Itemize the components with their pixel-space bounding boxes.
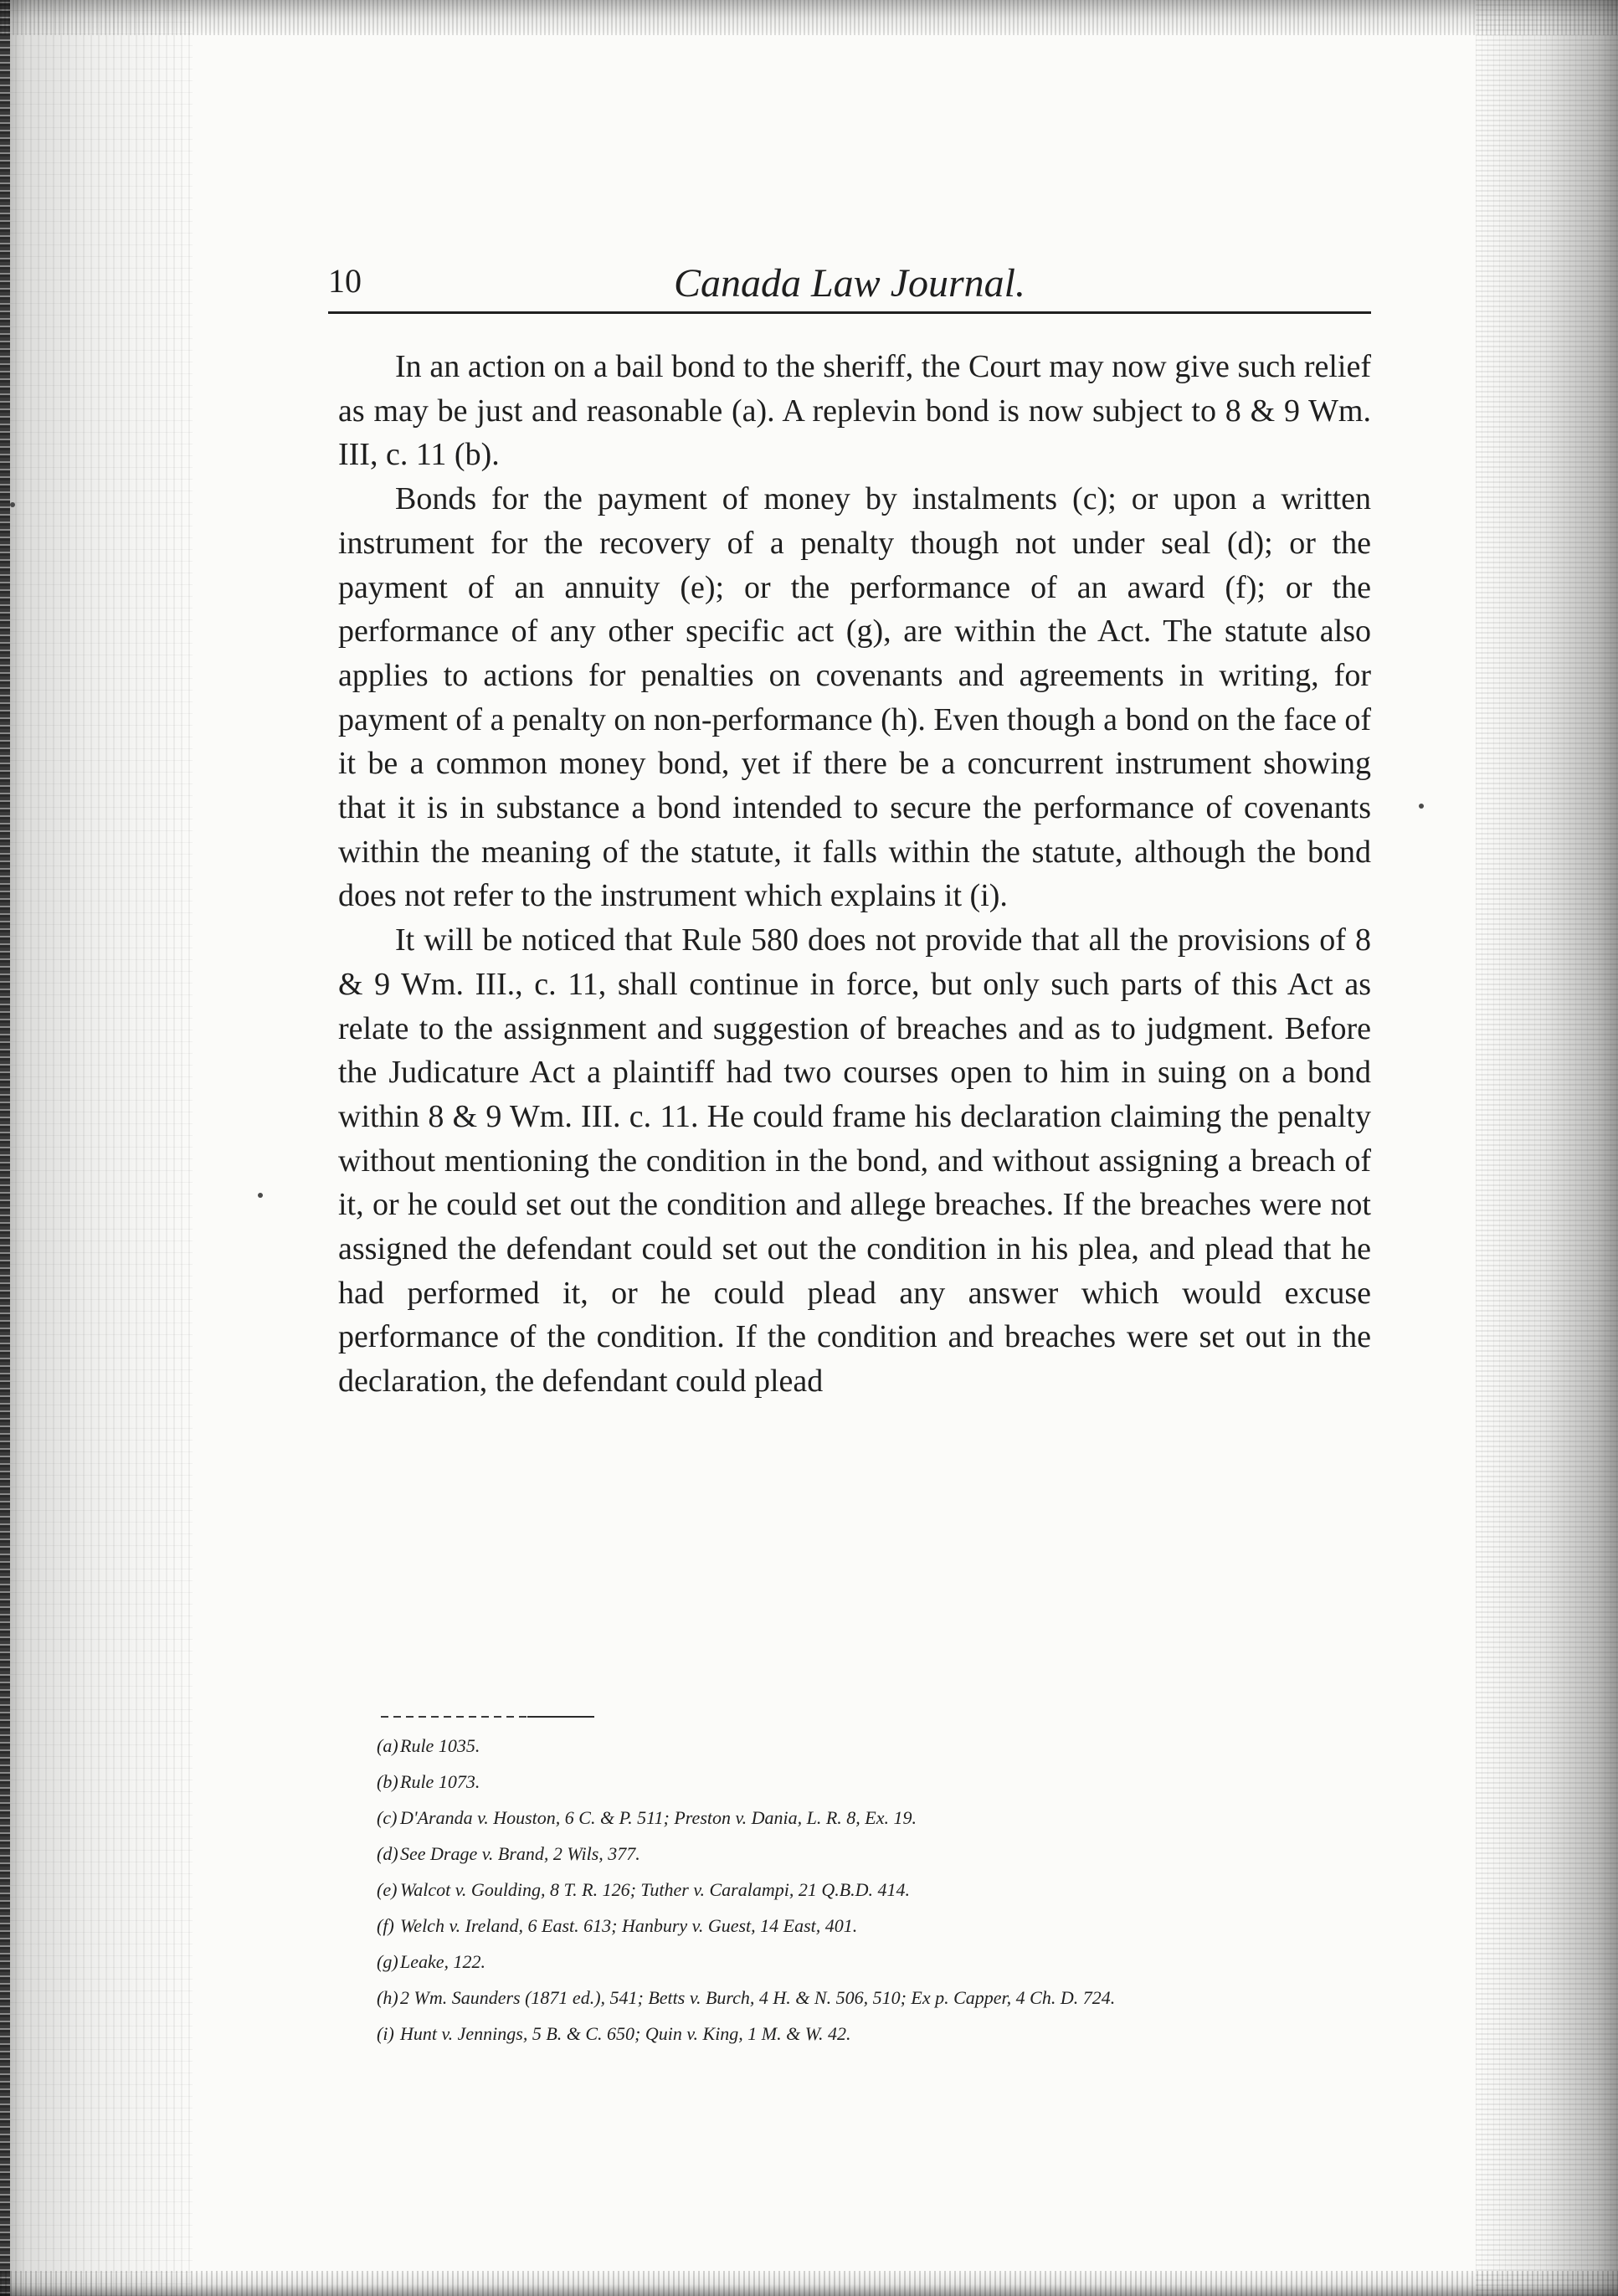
footnote-a — [377, 1734, 1381, 1758]
footnote-d — [377, 1842, 1381, 1866]
footnote-h — [377, 1986, 1381, 2010]
footnote-label: (h) — [377, 1987, 398, 2008]
scan-left-edge — [0, 0, 193, 2296]
page-number: 10 — [328, 262, 362, 300]
footnote-label: (b) — [377, 1771, 398, 1792]
ink-speck — [258, 1193, 263, 1198]
scan-right-edge — [1476, 0, 1618, 2296]
scan-binding-strip — [0, 0, 10, 2296]
header-rule — [328, 311, 1371, 314]
footnote-text: Rule 1035. — [400, 1735, 480, 1756]
footnotes — [377, 1734, 1381, 2058]
page-header — [328, 251, 1371, 311]
footnote-b — [377, 1770, 1381, 1794]
footnote-text: Walcot v. Goulding, 8 T. R. 126; Tuther v. Caralampi, 21 Q.B.D. 414. — [400, 1879, 911, 1900]
paragraph-bail-bond: In an action on a bail bond to the sheriff, the Court may now give such relief as may be just and reasonable (a). A replevin bond is now subject to 8 & 9 Wm. III, c. 11 (b). — [338, 349, 1371, 473]
footnote-text: D'Aranda v. Houston, 6 C. & P. 511; Preston v. Dania, L. R. 8, Ex. 19. — [400, 1807, 917, 1828]
footnote-text: Hunt v. Jennings, 5 B. & C. 650; Quin v. King, 1 M. & W. 42. — [400, 2023, 851, 2044]
footnote-text: Welch v. Ireland, 6 East. 613; Hanbury v. Guest, 14 East, 401. — [400, 1915, 858, 1936]
footnote-label: (c) — [377, 1807, 398, 1828]
ink-speck — [1419, 804, 1424, 809]
footnote-f — [377, 1914, 1381, 1938]
footnote-i — [377, 2022, 1381, 2046]
footnote-text: 2 Wm. Saunders (1871 ed.), 541; Betts v. Burch, 4 H. & N. 506, 510; Ex p. Capper, 4 Ch. D. 724. — [400, 1987, 1116, 2008]
footnote-text: Rule 1073. — [400, 1771, 480, 1792]
footnote-rule — [381, 1716, 594, 1718]
ink-speck — [10, 502, 15, 507]
footnote-c — [377, 1806, 1381, 1830]
footnote-g — [377, 1950, 1381, 1974]
footnote-label: (e) — [377, 1879, 398, 1900]
footnote-text: See Drage v. Brand, 2 Wils, 377. — [400, 1843, 640, 1864]
footnote-label: (f) — [377, 1915, 394, 1936]
footnote-label: (g) — [377, 1951, 398, 1972]
footnote-e — [377, 1878, 1381, 1902]
footnote-text: Leake, 122. — [400, 1951, 486, 1972]
scan-top-edge — [0, 0, 1618, 35]
paragraph-bonds-for-payment: Bonds for the payment of money by instalments (c); or upon a written instrument for the recovery of a penalty though not under seal (d); or the payment of an annuity (e); or the performance of an award (f); or the performance of any other specific act (g), are within the Act. The statute also applies to actions for penalties on covenants and agreements in writing, for payment of a penalty on non-performance (h). Even though a bond on the face of it be a common money bond, yet if there be a concurrent instrument showing that it is in substance a bond intended to secure the performance of covenants within the meaning of the statute, it falls within the statute, although the bond does not refer to the instrument which explains it (i). — [338, 481, 1371, 914]
footnote-label: (i) — [377, 2023, 394, 2044]
running-title: Canada Law Journal. — [673, 261, 1026, 306]
footnote-label: (d) — [377, 1843, 398, 1864]
scan-bottom-edge — [0, 2271, 1618, 2296]
body-text — [338, 345, 1371, 1404]
paragraph-rule-580: It will be noticed that Rule 580 does not provide that all the provisions of 8 & 9 Wm. III., c. 11, shall continue in force, but only such parts of this Act as relate to the assignment and suggestion of breaches and as to judgment. Before the Judicature Act a plaintiff had two courses open to him in suing on a bond within 8 & 9 Wm. III. c. 11. He could frame his declaration claiming the penalty without mentioning the condition in the bond, and without assigning a breach of it, or he could set out the condition and allege breaches. If the breaches were not assigned the defendant could set out the condition in his plea, and plead that he had performed it, or he could plead any answer which would excuse performance of the condition. If the condition and breaches were set out in the declaration, the defendant could plead — [338, 922, 1371, 1400]
footnote-label: (a) — [377, 1735, 398, 1756]
